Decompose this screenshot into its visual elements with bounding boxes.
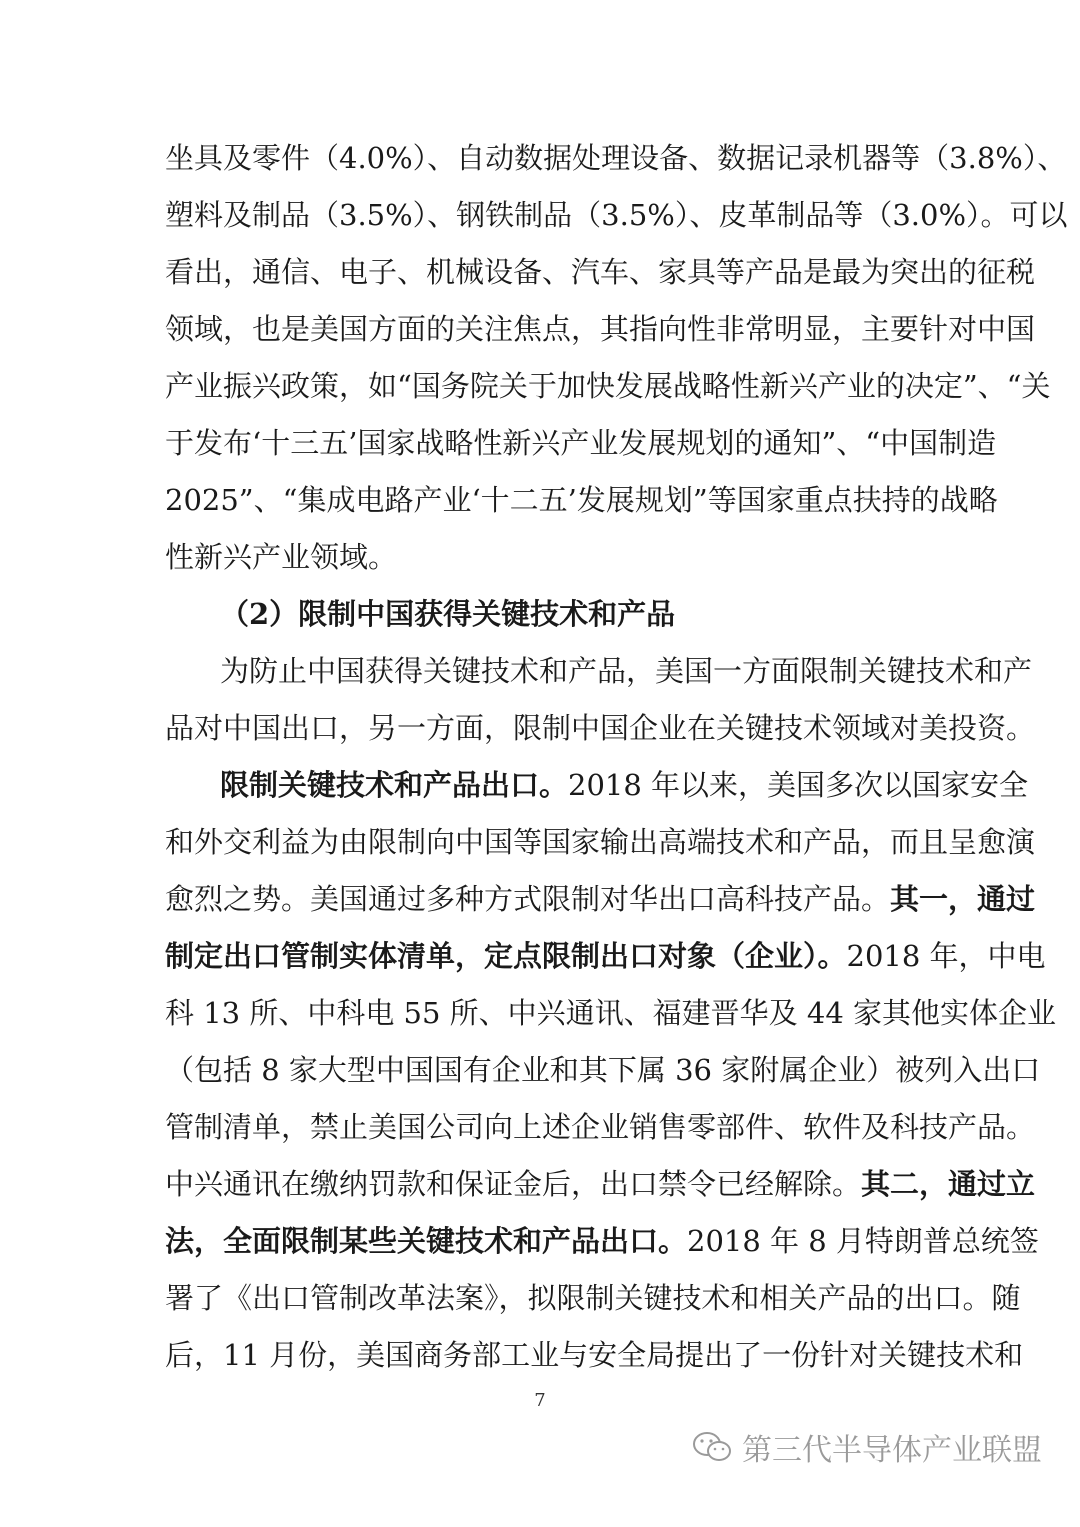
text-line: [165, 1164, 1036, 1204]
text-span: 2018 年，中电: [846, 939, 1046, 973]
wechat-icon: [692, 1430, 732, 1464]
page-number: 7: [534, 1390, 546, 1411]
text-span: 2018 年 8 月特朗普总统签: [687, 1224, 1039, 1258]
text-line: （包括 8 家大型中国国有企业和其下属 36 家附属企业）被列入出口: [165, 1053, 1041, 1087]
bold-phrase: 其二，通过立: [861, 1167, 1036, 1201]
text-line: 管制清单，禁止美国公司向上述企业销售零部件、软件及科技产品。: [165, 1110, 1036, 1144]
text-line: 性新兴产业领域。: [165, 540, 398, 574]
text-line: 于发布‘十三五’国家战略性新兴产业发展规划的通知”、“中国制造: [165, 426, 997, 460]
text-span: 中兴通讯在缴纳罚款和保证金后，出口禁令已经解除。: [165, 1167, 862, 1201]
bold-phrase: 其一，通过: [890, 882, 1036, 916]
text-line: 产业振兴政策，如“国务院关于加快发展战略性新兴产业的决定”、“关: [165, 369, 1051, 403]
text-line: 和外交利益为由限制向中国等国家输出高端技术和产品，而且呈愈演: [165, 825, 1036, 859]
bold-phrase: 法，全面限制某些关键技术和产品出口。: [165, 1224, 688, 1258]
section-heading: （2）限制中国获得关键技术和产品: [220, 597, 676, 631]
bold-phrase: 限制关键技术和产品出口。: [220, 768, 569, 802]
text-line: 品对中国出口，另一方面，限制中国企业在关键技术领域对美投资。: [165, 711, 1036, 745]
watermark-text: 第三代半导体产业联盟: [742, 1433, 1042, 1468]
text-line: [165, 936, 1046, 976]
text-line: [220, 765, 1029, 805]
text-line: 署了《出口管制改革法案》，拟限制关键技术和相关产品的出口。随: [165, 1281, 1021, 1315]
text-span: 愈烈之势。美国通过多种方式限制对华出口高科技产品。: [165, 882, 891, 916]
bold-phrase: 制定出口管制实体清单，定点限制出口对象（企业）。: [165, 939, 847, 973]
text-line: 领域，也是美国方面的关注焦点，其指向性非常明显，主要针对中国: [165, 312, 1036, 346]
text-line: 看出，通信、电子、机械设备、汽车、家具等产品是最为突出的征税: [165, 255, 1036, 289]
text-line: 后，11 月份，美国商务部工业与安全局提出了一份针对关键技术和: [165, 1338, 1024, 1372]
text-line: 坐具及零件（4.0%）、自动数据处理设备、数据记录机器等（3.8%）、: [165, 141, 1067, 175]
text-line: 2025”、“集成电路产业‘十二五’发展规划”等国家重点扶持的战略: [165, 483, 998, 517]
watermark: [692, 1425, 1042, 1469]
text-line: [165, 1221, 1039, 1261]
text-span: 2018 年以来，美国多次以国家安全: [568, 768, 1029, 802]
text-line: 为防止中国获得关键技术和产品，美国一方面限制关键技术和产: [220, 654, 1033, 688]
text-line: [165, 879, 1036, 919]
text-line: 塑料及制品（3.5%）、钢铁制品（3.5%）、皮革制品等（3.0%）。可以: [165, 198, 1068, 232]
text-line: 科 13 所、中科电 55 所、中兴通讯、福建晋华及 44 家其他实体企业: [165, 996, 1057, 1030]
